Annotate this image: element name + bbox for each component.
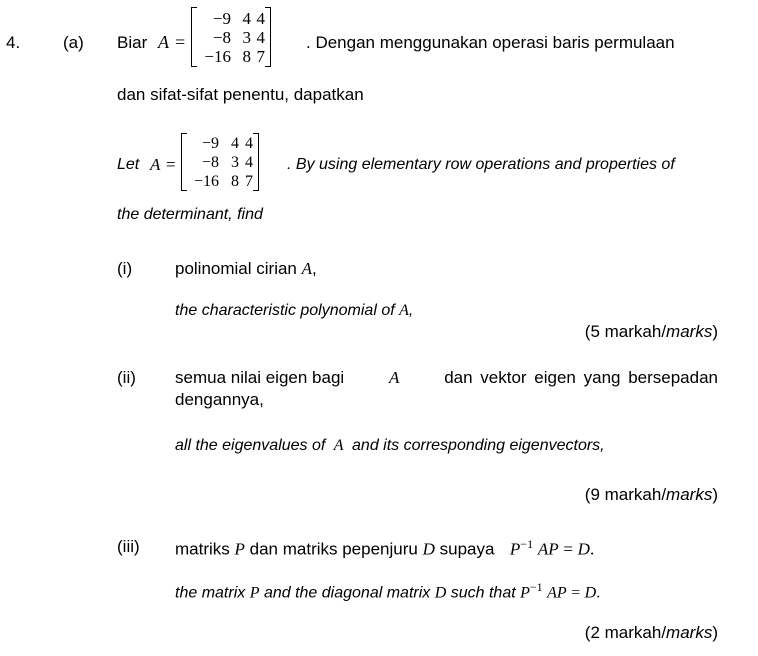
malay-intro-eq: = <box>175 32 186 52</box>
equation-end-en: . <box>596 584 601 602</box>
matrix-cell: −9 <box>212 9 231 28</box>
equation-d-en: D <box>584 584 597 602</box>
equation-ap: AP <box>537 539 559 559</box>
marks-close: ) <box>712 485 718 504</box>
matrix-cell: 4 <box>245 135 253 152</box>
malay-intro-after: . Dengan menggunakan operasi baris permulaan <box>306 33 675 52</box>
equation-p: P <box>509 539 521 559</box>
subpart-i-malay-text: polinomial cirian <box>175 259 297 278</box>
subpart-i-malay-end: , <box>312 259 317 278</box>
marks-label-en: marks <box>666 623 713 642</box>
matrix-cell: 7 <box>245 173 253 190</box>
malay-intro-line2: dan sifat-sifat penentu, dapatkan <box>117 85 364 104</box>
subpart-iii-english-p: P <box>249 584 260 602</box>
matrix-cell: 4 <box>245 154 253 171</box>
english-intro-before: Let <box>117 156 140 173</box>
subpart-iii-english-c: such that <box>450 584 516 602</box>
subpart-i-malay-var: A <box>301 259 313 278</box>
english-intro-after: . By using elementary row operations and properties of <box>287 156 675 173</box>
question-number: 4. <box>6 33 21 52</box>
subpart-ii-malay <box>175 368 718 388</box>
subpart-i-english <box>175 302 413 320</box>
subpart-ii-english <box>175 437 605 455</box>
subpart-i-english-var: A <box>399 302 409 319</box>
english-intro-line2: the determinant, find <box>117 206 263 223</box>
matrix-cell: −9 <box>201 135 219 152</box>
subpart-iii-malay-b: dan matriks pepenjuru <box>249 539 418 559</box>
matrix-cell: −8 <box>201 154 219 171</box>
subpart-i-english-text: the characteristic polynomial of <box>175 302 395 319</box>
subpart-ii-malay-post: dan vektor eigen yang bersepadan <box>444 368 718 387</box>
subpart-iii-english-a: the matrix <box>175 584 246 602</box>
matrix-cell: 8 <box>242 47 251 66</box>
malay-intro-var: A <box>158 32 169 52</box>
matrix-cell: 3 <box>231 154 239 171</box>
marks-label-en: marks <box>666 485 713 504</box>
subpart-ii-malay-line2: dengannya, <box>175 390 264 409</box>
equation-exp: −1 <box>520 537 534 551</box>
matrix-cell: −8 <box>212 28 231 47</box>
english-intro-eq: = <box>166 155 176 174</box>
matrix-cell: 4 <box>256 28 265 47</box>
subpart-ii-english-post: and its corresponding eigenvectors, <box>352 437 605 454</box>
equation-p-en: P <box>520 584 530 602</box>
subpart-ii-malay-pre: semua nilai eigen bagi <box>175 368 345 387</box>
marks-label: (9 markah/ <box>584 485 667 504</box>
subpart-i-malay <box>175 259 317 279</box>
subpart-iii-malay-d: D <box>422 539 435 559</box>
subpart-ii-malay-var: A <box>388 368 400 387</box>
subpart-ii-english-pre: all the eigenvalues of <box>175 437 326 454</box>
matrix-cell: 3 <box>242 28 251 47</box>
subpart-i-marks <box>585 322 718 342</box>
marks-label-en: marks <box>666 322 713 341</box>
equation-eq: = <box>563 539 573 559</box>
subpart-iii-malay-p: P <box>234 539 245 559</box>
matrix-cell: 4 <box>256 9 265 28</box>
subpart-i-english-end: , <box>408 302 414 319</box>
subpart-iii-english-b: and the diagonal matrix <box>263 584 431 602</box>
matrix-cell: −16 <box>204 47 231 66</box>
matrix-cell: 4 <box>231 135 239 152</box>
subpart-iii-malay <box>175 537 594 560</box>
matrix-cell: 4 <box>242 9 251 28</box>
matrix-a-english <box>181 133 259 191</box>
subpart-iii-marks <box>585 623 718 643</box>
matrix-cell: −16 <box>193 173 219 190</box>
equation-eq-en: = <box>571 584 581 602</box>
malay-intro-before: Biar <box>117 33 148 52</box>
equation-exp-en: −1 <box>529 580 543 594</box>
matrix-a-malay <box>191 7 271 67</box>
matrix-cell: 7 <box>256 47 265 66</box>
subpart-iii-label: (iii) <box>117 537 140 556</box>
subpart-iii-malay-a: matriks <box>175 539 230 559</box>
subpart-iii-malay-c: supaya <box>439 539 495 559</box>
subpart-iii-english <box>175 580 600 602</box>
matrix-cell: 8 <box>231 173 239 190</box>
english-intro-var: A <box>150 155 161 174</box>
marks-label: (5 markah/ <box>584 322 667 341</box>
subpart-i-label: (i) <box>117 259 133 278</box>
subpart-ii-english-var: A <box>333 437 344 454</box>
equation-ap-en: AP <box>547 584 567 602</box>
subpart-ii-marks <box>585 485 718 505</box>
equation-d: D <box>577 539 590 559</box>
equation-end: . <box>589 539 595 559</box>
question-part-label: (a) <box>63 33 84 52</box>
subpart-iii-english-d: D <box>434 584 447 602</box>
marks-label: (2 markah/ <box>584 623 667 642</box>
marks-close: ) <box>712 623 718 642</box>
marks-close: ) <box>712 322 718 341</box>
subpart-ii-label: (ii) <box>117 368 136 387</box>
